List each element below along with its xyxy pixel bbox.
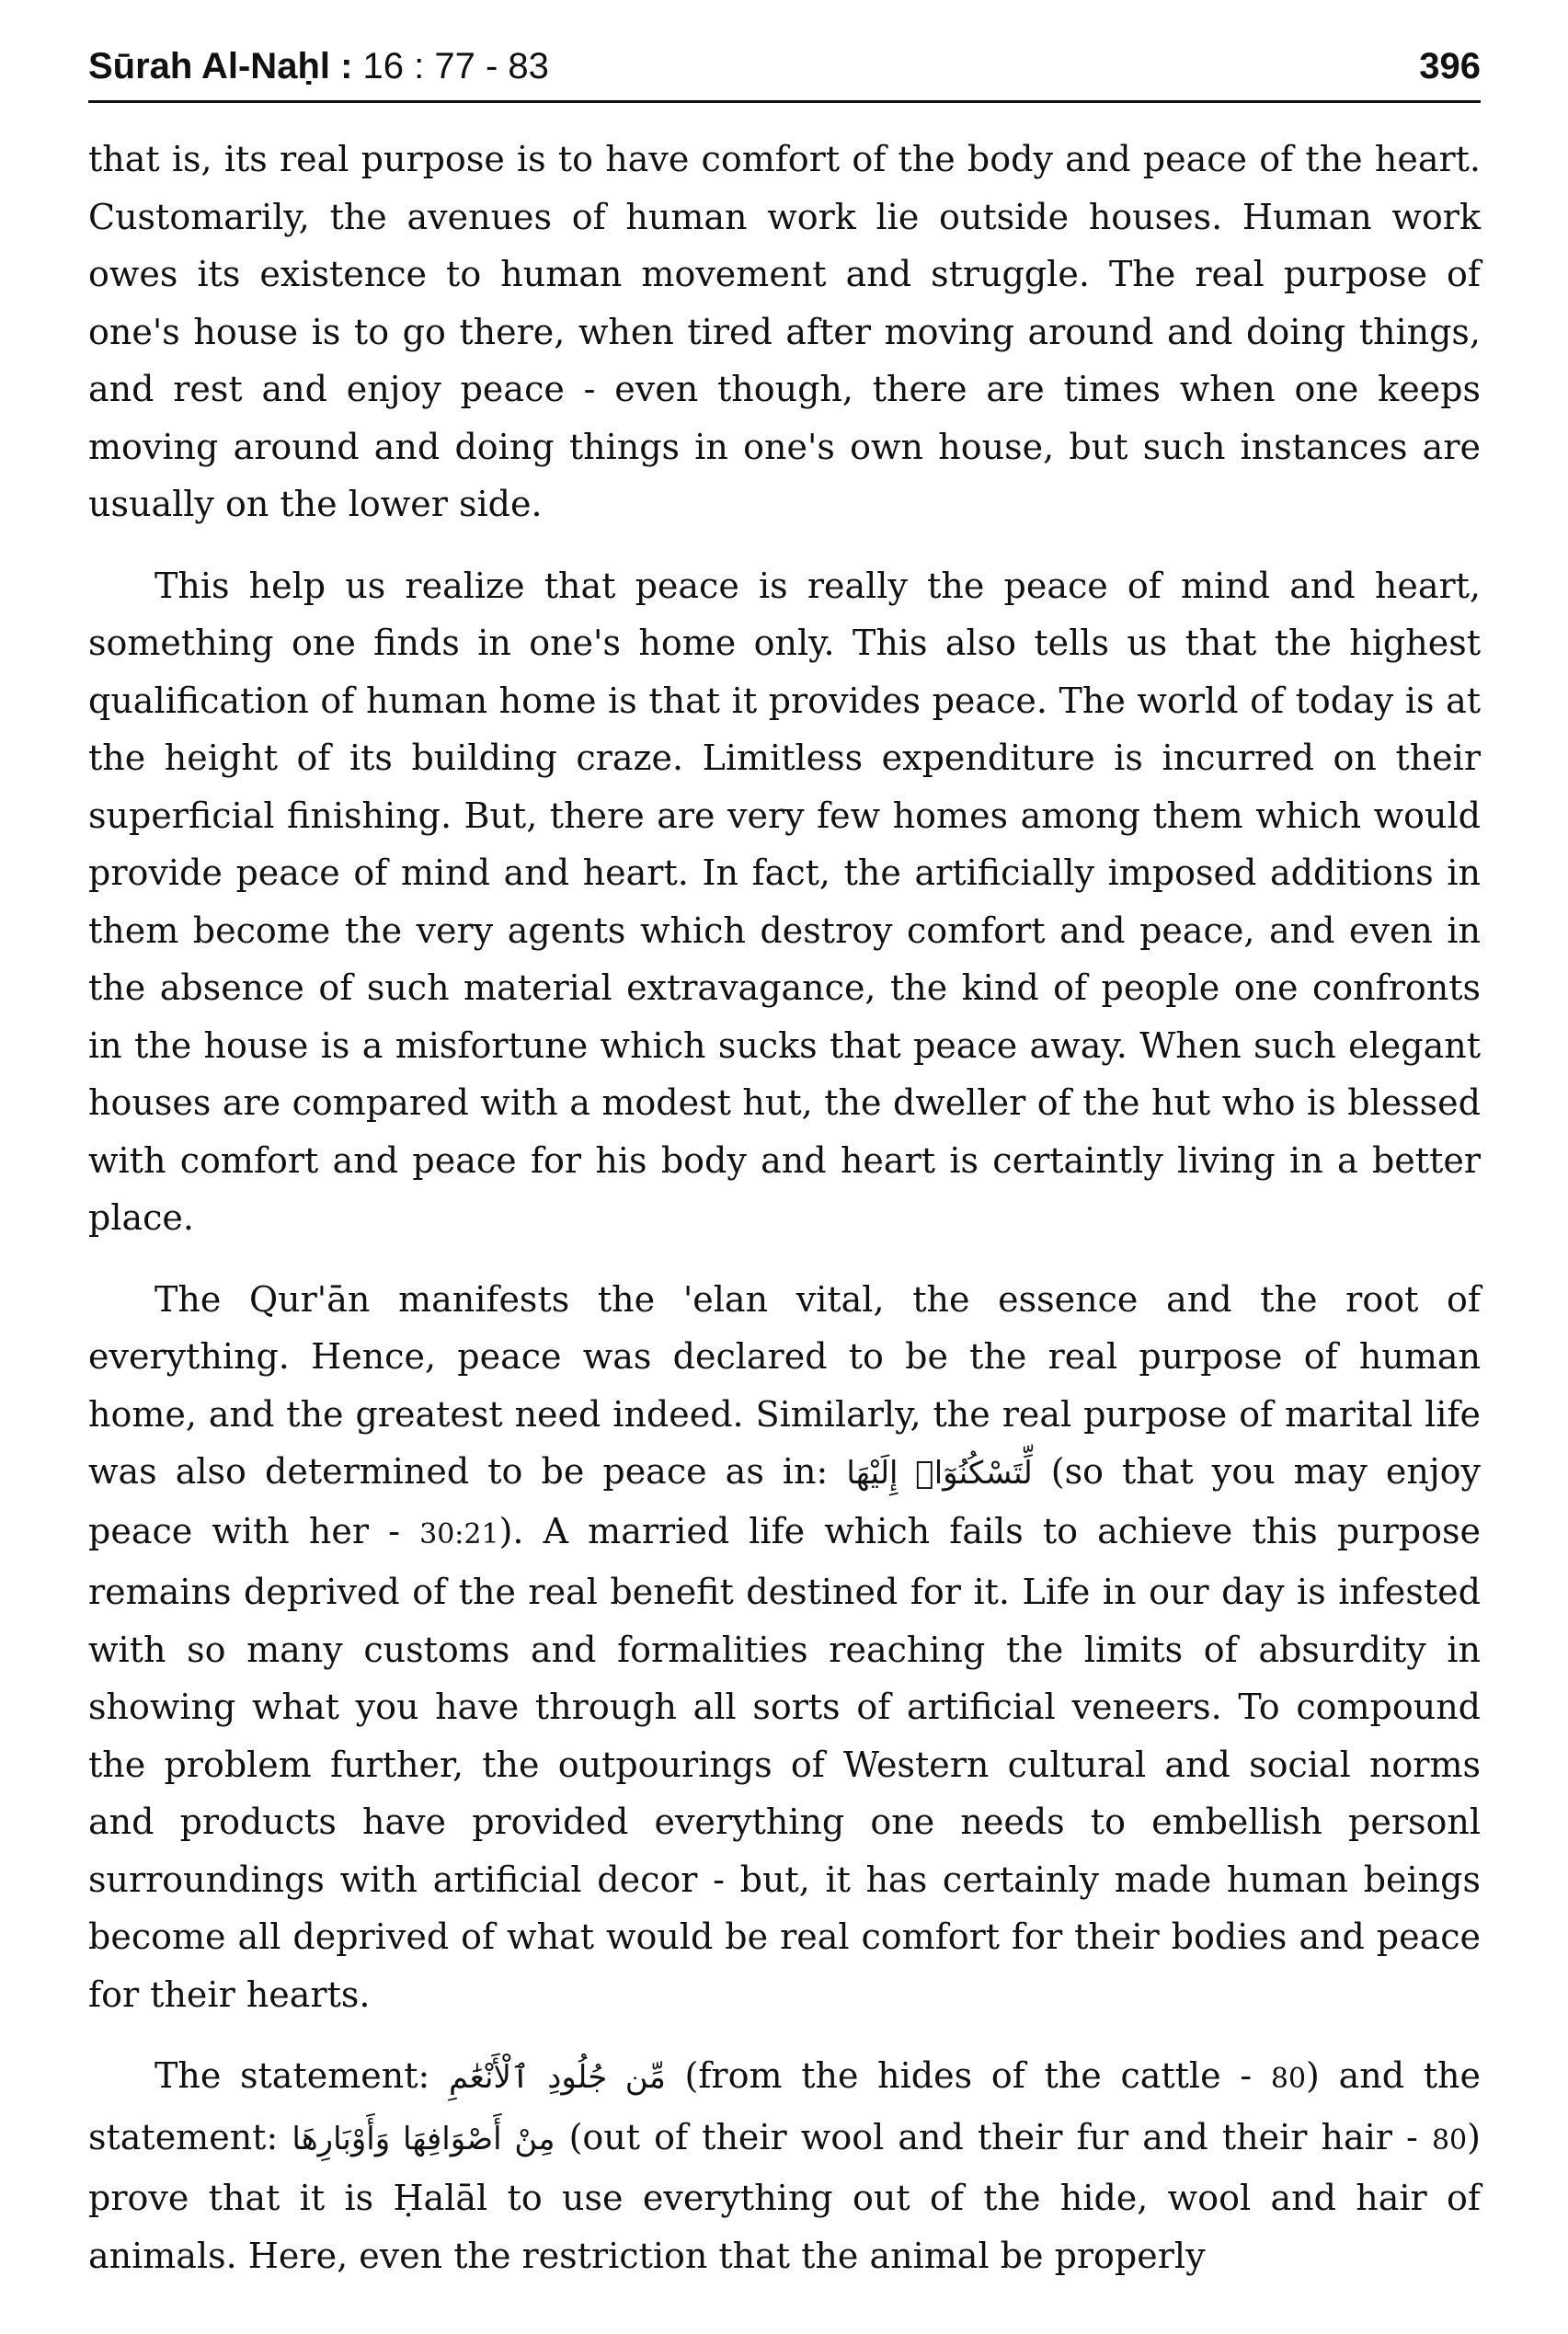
surah-title: Sūrah Al-Naḥl : — [88, 46, 353, 86]
paragraph-4-text-b: (from the hides of the cattle - — [684, 2055, 1253, 2096]
paragraph-3 — [88, 1271, 1481, 2024]
running-header — [88, 46, 1481, 103]
arabic-quote-hides: مِّن جُلُودِ ٱلْأَنْعَٰمِ — [449, 2059, 666, 2096]
paragraph-4 — [88, 2047, 1481, 2284]
page-number: 396 — [1419, 46, 1481, 86]
paragraph-4-text-a: The statement: — [155, 2055, 430, 2096]
paragraph-3-text-c: ). A married life which fails to achieve this purpose remains deprived of the real benefit destined for it. Life in our day is infested with so many customs and formalities reaching the limits of absurdity in showing what you have through all sorts of artificial veneers. To compound the problem further, the outpourings of Western cultural and social norms and products have provided everything one needs to embellish personl surroundings with artificial decor - but, it has certainly made human beings become all deprived of what would be real comfort for their bodies and peace for their hearts. — [88, 1510, 1481, 2015]
paragraph-3-text-b: (so that you may enjoy peace with her - — [88, 1451, 1481, 1551]
paragraph-4-text-d: (out of their wool and their fur and their hair - — [568, 2116, 1418, 2157]
verse-range: 16 : 77 - 83 — [362, 46, 549, 86]
verse-reference-80-a: 80 — [1270, 2063, 1307, 2095]
verse-reference-30-21: 30:21 — [419, 1517, 499, 1550]
header-left — [88, 46, 549, 87]
paragraph-4-text-e: ) prove that it is Ḥalāl to use everything out of the hide, wool and hair of animals. Here, even the restriction that the animal be properly — [88, 2116, 1481, 2276]
paragraph-3-text-a: The Qur'ān manifests the 'elan vital, the essence and the root of everything. Hence, peace was declared to be the real purpose of human home, and the greatest need indeed. Similarly, the real purpose of marital life was also determined to be peace as in: — [88, 1278, 1481, 1492]
arabic-quote-litaskunu: لِّتَسْكُنُوٓا۟ إِلَيْهَا — [846, 1455, 1033, 1492]
page — [88, 46, 1481, 2308]
paragraph-1: that is, its real purpose is to have comfort of the body and peace of the heart. Customarily, the avenues of human work lie outside houses. Human work owes its existence to human movement and struggle. The real purpose of one's house is to go there, when tired after moving around and doing things, and rest and enjoy peace - even though, there are times when one keeps moving around and doing things in one's own house, but such instances are usually on the lower side. — [88, 139, 1481, 524]
paragraph-2: This help us realize that peace is really the peace of mind and heart, something one finds in one's home only. This also tells us that the highest qualification of human home is that it provides peace. The world of today is at the height of its building craze. Limitless expenditure is incurred on their superficial finishing. But, there are very few homes among them which would provide peace of mind and heart. In fact, the artificially imposed additions in them become the very agents which destroy comfort and peace, and even in the absence of such material extravagance, the kind of people one confronts in the house is a misfortune which sucks that peace away. When such elegant houses are compared with a modest hut, the dweller of the hut who is blessed with comfort and peace for his body and heart is certaintly living in a better place. — [88, 565, 1481, 1238]
paragraph-4-text-c: ) and the statement: — [88, 2055, 1481, 2157]
arabic-quote-wool: مِنْ أَصْوَافِهَا وَأَوْبَارِهَا — [292, 2120, 555, 2157]
body-text — [88, 131, 1481, 2284]
verse-reference-80-b: 80 — [1431, 2123, 1468, 2157]
